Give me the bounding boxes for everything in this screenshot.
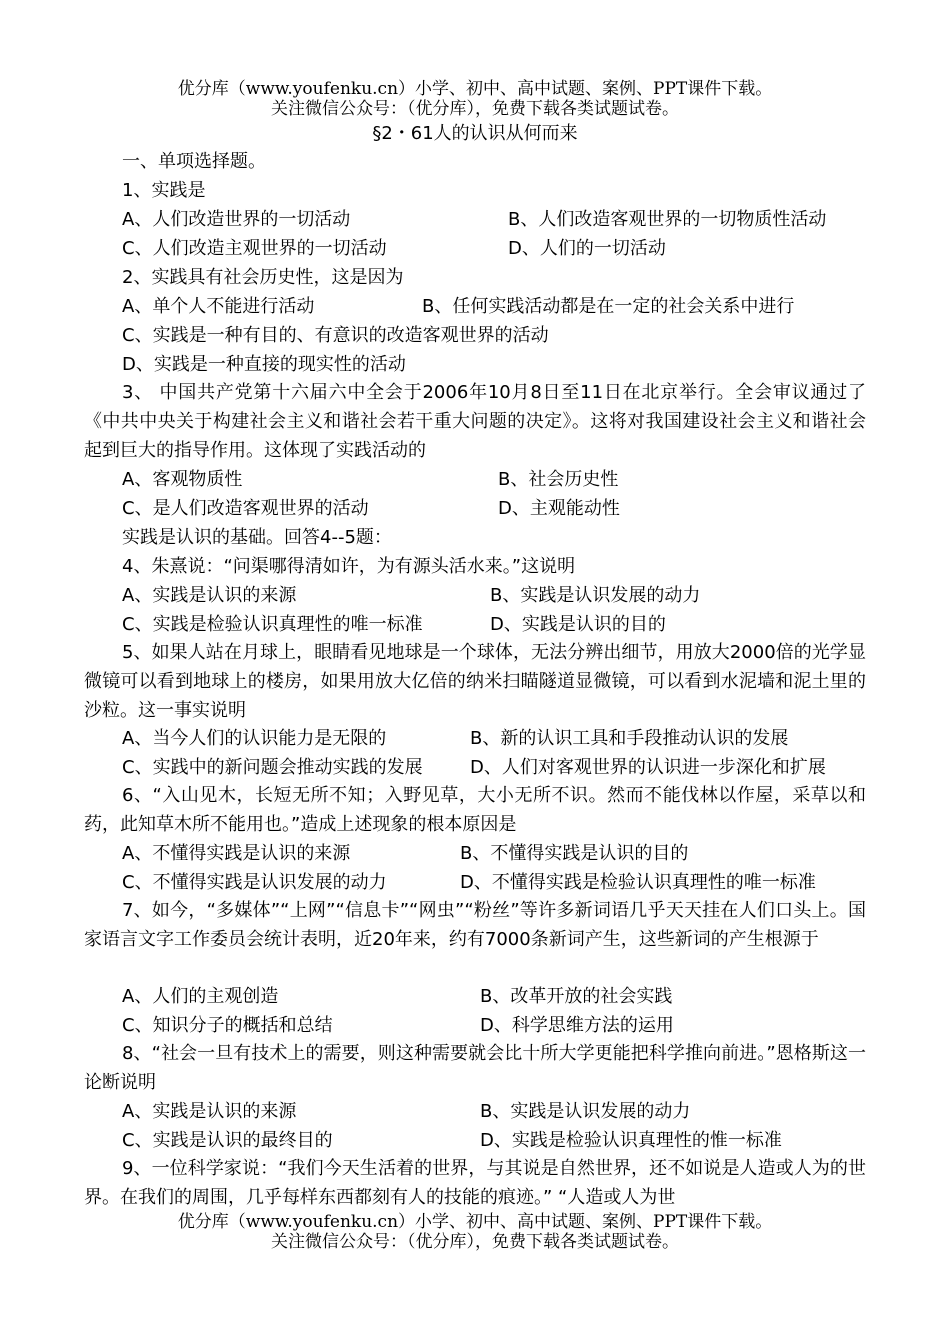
question-1-option-a: A、人们改造世界的一切活动 xyxy=(122,209,351,230)
question-6-option-b: B、不懂得实践是认识的目的 xyxy=(460,843,689,864)
question-5-option-b: B、新的认识工具和手段推动认识的发展 xyxy=(470,728,789,749)
question-9-stem: 9、一位科学家说：“我们今天生活着的世界，与其说是自然世界，还不如说是人造或人为的世界。在我们的周围，几乎每样东西都刻有人的技能的痕迹。” “人造或人为世 xyxy=(84,1158,866,1208)
question-1-option-d: D、人们的一切活动 xyxy=(508,238,666,259)
question-7-stem: 7、如今，“多媒体”“上网”“信息卡”“网虫”“粉丝”等许多新词语几乎天天挂在人们口头上。国家语言文字工作委员会统计表明，近20年来，约有7000条新词产生，这些新词的产生根源于 xyxy=(84,900,866,950)
question-7-option-b: B、改革开放的社会实践 xyxy=(480,986,673,1007)
question-8-option-c: C、实践是认识的最终目的 xyxy=(122,1130,333,1151)
question-4-option-d: D、实践是认识的目的 xyxy=(490,614,666,635)
question-7-option-a: A、人们的主观创造 xyxy=(122,986,279,1007)
question-4-stem: 4、朱熹说：“问渠哪得清如许，为有源头活水来。”这说明 xyxy=(122,556,576,577)
question-6-option-c: C、不懂得实践是认识发展的动力 xyxy=(122,872,387,893)
question-5-option-c: C、实践中的新问题会推动实践的发展 xyxy=(122,757,423,778)
question-2-option-c: C、实践是一种有目的、有意识的改造客观世界的活动 xyxy=(122,325,549,346)
question-6-option-d: D、不懂得实践是检验认识真理性的唯一标准 xyxy=(460,872,816,893)
header-line-1: 优分库（www.youfenku.cn）小学、初中、高中试题、案例、PPT课件下载。 xyxy=(177,79,773,99)
question-1-option-b: B、人们改造客观世界的一切物质性活动 xyxy=(508,209,827,230)
footer-line-1: 优分库（www.youfenku.cn）小学、初中、高中试题、案例、PPT课件下载。 xyxy=(177,1212,773,1232)
question-7-option-c: C、知识分子的概括和总结 xyxy=(122,1015,333,1036)
question-3-option-d: D、主观能动性 xyxy=(498,498,620,519)
question-1-option-c: C、人们改造主观世界的一切活动 xyxy=(122,238,387,259)
page-title: §2・61人的认识从何而来 xyxy=(372,123,578,144)
question-2-option-a: A、单个人不能进行活动 xyxy=(122,296,315,317)
question-6-stem: 6、“入山见木，长短无所不知；入野见草，大小无所不识。然而不能伐林以作屋，采草以和药，此知草木所不能用也。”造成上述现象的根本原因是 xyxy=(84,785,866,835)
question-5-option-d: D、人们对客观世界的认识进一步深化和扩展 xyxy=(470,757,826,778)
question-4-option-b: B、实践是认识发展的动力 xyxy=(490,585,701,606)
question-8-option-a: A、实践是认识的来源 xyxy=(122,1101,297,1122)
question-7-option-d: D、科学思维方法的运用 xyxy=(480,1015,674,1036)
header-line-2: 关注微信公众号：（优分库），免费下载各类试题试卷。 xyxy=(271,99,679,119)
question-6-option-a: A、不懂得实践是认识的来源 xyxy=(122,843,351,864)
question-2-option-b: B、任何实践活动都是在一定的社会关系中进行 xyxy=(422,296,795,317)
question-8-option-b: B、实践是认识发展的动力 xyxy=(480,1101,691,1122)
question-8-stem: 8、“社会一旦有技术上的需要，则这种需要就会比十所大学更能把科学推向前进。”恩格斯这一论断说明 xyxy=(84,1043,866,1093)
footer-line-2: 关注微信公众号：（优分库），免费下载各类试题试卷。 xyxy=(271,1232,679,1252)
question-5-stem: 5、如果人站在月球上，眼睛看见地球是一个球体，无法分辨出细节，用放大2000倍的光学显微镜可以看到地球上的楼房，如果用放大亿倍的纳米扫瞄隧道显微镜，可以看到水泥墙和泥土里的沙粒。这一事实说明 xyxy=(84,642,866,721)
group-intro-4-5: 实践是认识的基础。回答4--5题： xyxy=(122,527,392,548)
question-3-option-a: A、客观物质性 xyxy=(122,469,243,490)
question-3-stem: 3、 中国共产党第十六届六中全会于2006年10月8日至11日在北京举行。全会审议通过了《中共中央关于构建社会主义和谐社会若干重大问题的决定》。这将对我国建设社会主义和谐社会起到巨大的指导作用。这体现了实践活动的 xyxy=(84,382,866,461)
question-3-option-c: C、是人们改造客观世界的活动 xyxy=(122,498,369,519)
question-2-stem: 2、实践具有社会历史性，这是因为 xyxy=(122,267,404,288)
question-3-option-b: B、社会历史性 xyxy=(498,469,619,490)
section-heading: 一、单项选择题。 xyxy=(122,151,266,172)
question-1-stem: 1、实践是 xyxy=(122,180,206,201)
question-2-option-d: D、实践是一种直接的现实性的活动 xyxy=(122,354,406,375)
question-4-option-c: C、实践是检验认识真理性的唯一标准 xyxy=(122,614,423,635)
question-8-option-d: D、实践是检验认识真理性的惟一标准 xyxy=(480,1130,782,1151)
question-4-option-a: A、实践是认识的来源 xyxy=(122,585,297,606)
question-5-option-a: A、当今人们的认识能力是无限的 xyxy=(122,728,387,749)
